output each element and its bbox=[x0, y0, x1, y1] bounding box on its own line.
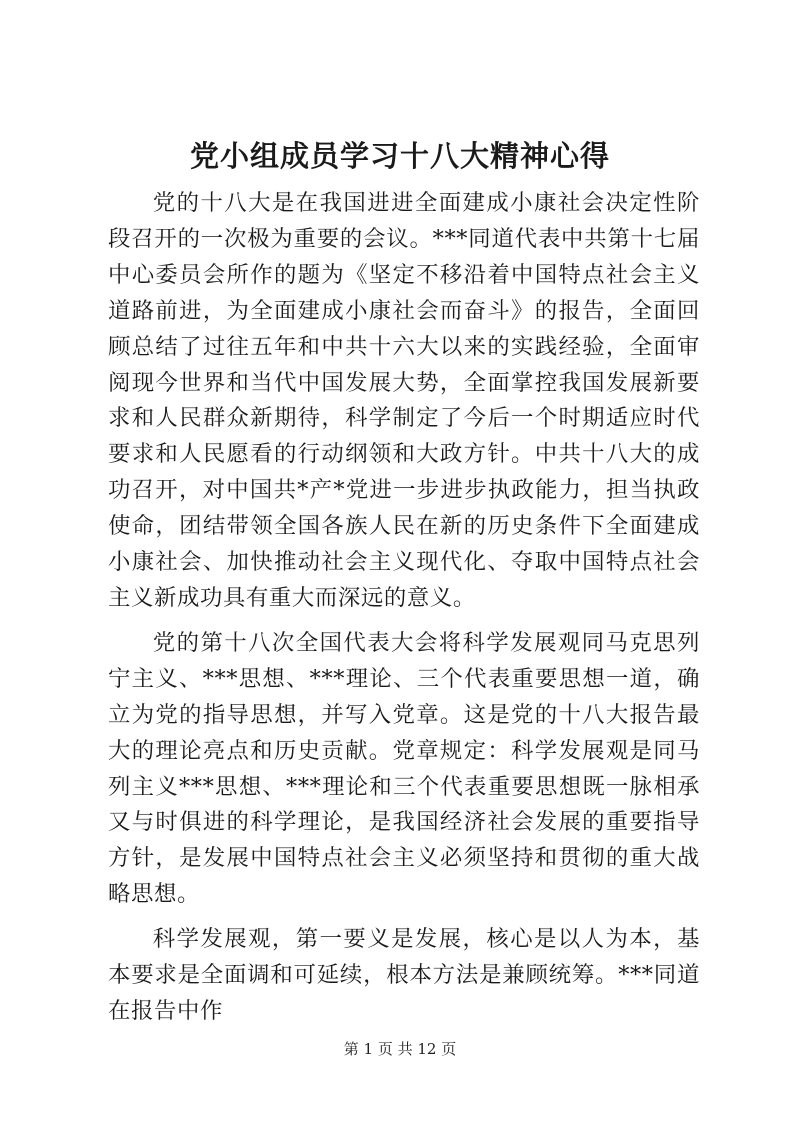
page-number-footer: 第 1 页 共 12 页 bbox=[343, 1040, 457, 1058]
paragraph-1: 党的十八大是在我国进进全面建成小康社会决定性阶段召开的一次极为重要的会议。***同道代表中共第十七届中心委员会所作的题为《坚定不移沿着中国特点社会主义道路前进，为全面建成小康社会而奋斗》的报告，全面回顾总结了过往五年和中共十六大以来的实践经验，全面审阅现今世界和当代中国发展大势，全面掌控我国发展新要求和人民群众新期待，科学制定了今后一个时期适应时代要求和人民愿看的行动纲领和大政方针。中共十八大的成功召开，对中国共*产*党进一步进步执政能力，担当执政使命，团结带领全国各族人民在新的历史条件下全面建成小康社会、加快推动社会主义现代化、夺取中国特点社会主义新成功具有重大而深远的意义。 bbox=[108, 190, 700, 611]
paragraph-3: 科学发展观，第一要义是发展，核心是以人为本，基本要求是全面调和可延续，根本方法是兼顾统筹。***同道在报告中作 bbox=[108, 926, 700, 1024]
paragraph-2: 党的第十八次全国代表大会将科学发展观同马克思列宁主义、***思想、***理论、三个代表重要思想一道，确立为党的指导思想，并写入党章。这是党的十八大报告最大的理论亮点和历史贡献。党章规定：科学发展观是同马列主义***思想、***理论和三个代表重要思想既一脉相承又与时俱进的科学理论，是我国经济社会发展的重要指导方针，是发展中国特点社会主义必须坚持和贯彻的重大战略思想。 bbox=[108, 629, 700, 908]
document-body bbox=[108, 186, 700, 1039]
document-title: 党小组成员学习十八大精神心得 bbox=[189, 139, 610, 173]
